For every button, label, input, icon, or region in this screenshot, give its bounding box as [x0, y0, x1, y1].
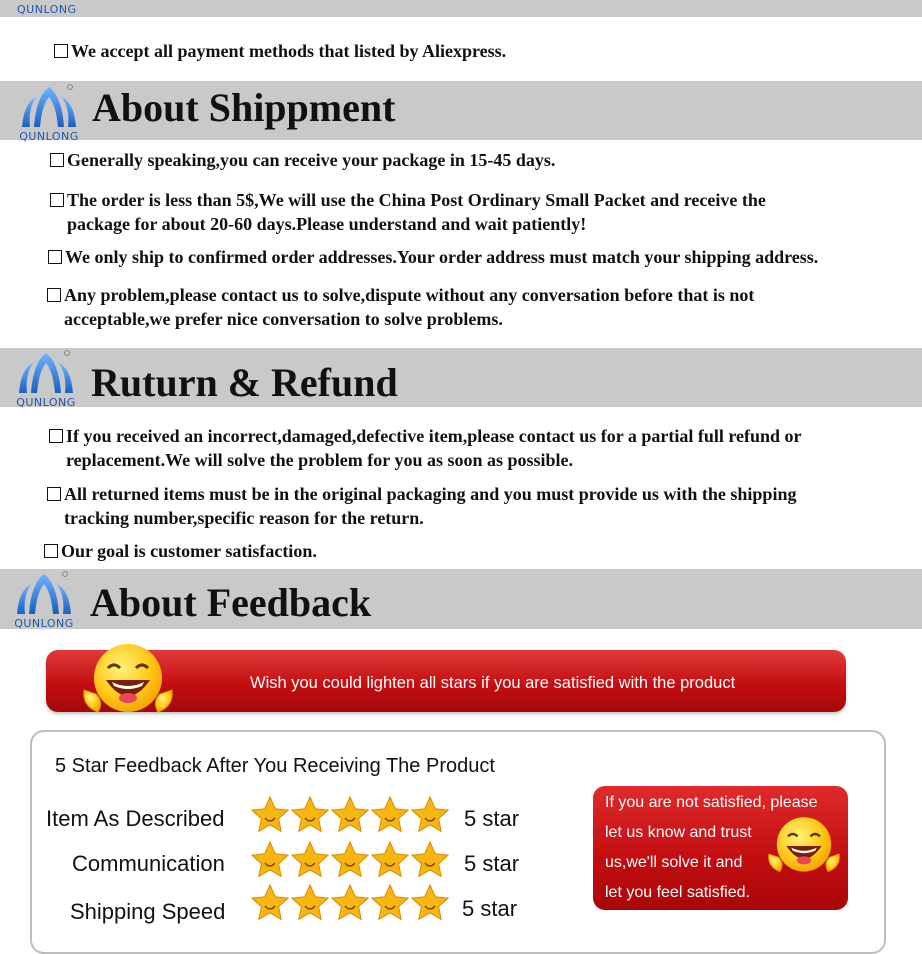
note-line: us,we'll solve it and — [605, 854, 743, 871]
shippment-item: The order is less than 5$,We will use the China Post Ordinary Small Packet and receive the package for about 20-60 days.Please understand and wait patiently! — [50, 188, 766, 236]
star-rating-item-as-described — [250, 796, 450, 840]
star-icon — [332, 842, 368, 876]
shippment-item: We only ship to confirmed order addresses.Your order address must match your shipping address. — [48, 245, 818, 269]
shippment-item: Generally speaking,you can receive your package in 15-45 days. — [50, 148, 555, 172]
star-icon — [332, 797, 368, 831]
feedback-banner-text: Wish you could lighten all stars if you are satisfied with the product — [250, 674, 736, 692]
checkbox-icon — [49, 429, 63, 443]
star-icon — [332, 885, 368, 919]
star-rating-shipping-speed — [250, 884, 450, 928]
refund-title: Ruturn & Refund — [91, 360, 398, 405]
note-line: let us know and trust — [605, 824, 752, 841]
refund-item: All returned items must be in the original packaging and you must provide us with the shipping tracking number,specific reason for the return. — [47, 482, 796, 530]
rating-value-communication: 5 star — [464, 851, 520, 876]
rating-label-communication: Communication — [72, 851, 225, 876]
laughing-emoji-icon — [78, 640, 178, 724]
checkbox-icon — [50, 193, 64, 207]
feedback-title: About Feedback — [90, 580, 372, 625]
star-icon — [292, 842, 328, 876]
refund-item: Our goal is customer satisfaction. — [44, 539, 317, 563]
rating-label-item-as-described: Item As Described — [46, 806, 225, 831]
star-icon — [412, 797, 448, 831]
rating-label-shipping-speed: Shipping Speed — [70, 899, 226, 924]
star-icon — [412, 885, 448, 919]
laughing-emoji-icon — [764, 812, 844, 884]
star-icon — [372, 797, 408, 831]
star-icon — [372, 885, 408, 919]
qunlong-logo: QUNLONG — [9, 570, 79, 630]
shippment-item: Any problem,please contact us to solve,dispute without any conversation before that is not acceptable,we prefer nice conversation to solve problems. — [47, 283, 754, 331]
star-icon — [292, 797, 328, 831]
rating-value-shipping-speed: 5 star — [462, 896, 518, 921]
checkbox-icon — [47, 487, 61, 501]
checkbox-icon — [44, 544, 58, 558]
qunlong-logo: QUNLONG — [14, 83, 84, 143]
star-icon — [372, 842, 408, 876]
qunlong-logo: QUNLONG — [11, 349, 81, 409]
star-icon — [252, 885, 288, 919]
checkbox-icon — [47, 288, 61, 302]
star-rating-communication — [250, 841, 450, 885]
payment-item: We accept all payment methods that listed by Aliexpress. — [54, 39, 506, 63]
checkbox-icon — [48, 250, 62, 264]
rating-value-item-as-described: 5 star — [464, 806, 520, 831]
star-icon — [292, 885, 328, 919]
feedback-box-heading: 5 Star Feedback After You Receiving The Product — [55, 755, 495, 777]
shippment-title: About Shippment — [92, 85, 396, 130]
checkbox-icon — [54, 44, 68, 58]
checkbox-icon — [50, 153, 64, 167]
refund-item: If you received an incorrect,damaged,defective item,please contact us for a partial full refund or replacement.We will solve the problem for you as soon as possible. — [49, 424, 802, 472]
star-icon — [252, 842, 288, 876]
star-icon — [412, 842, 448, 876]
note-line: let you feel satisfied. — [605, 884, 750, 901]
payment-header-band — [0, 0, 922, 17]
star-icon — [252, 797, 288, 831]
qunlong-logo-text: QUNLONG — [17, 3, 77, 16]
note-line: If you are not satisfied, please — [605, 794, 818, 811]
